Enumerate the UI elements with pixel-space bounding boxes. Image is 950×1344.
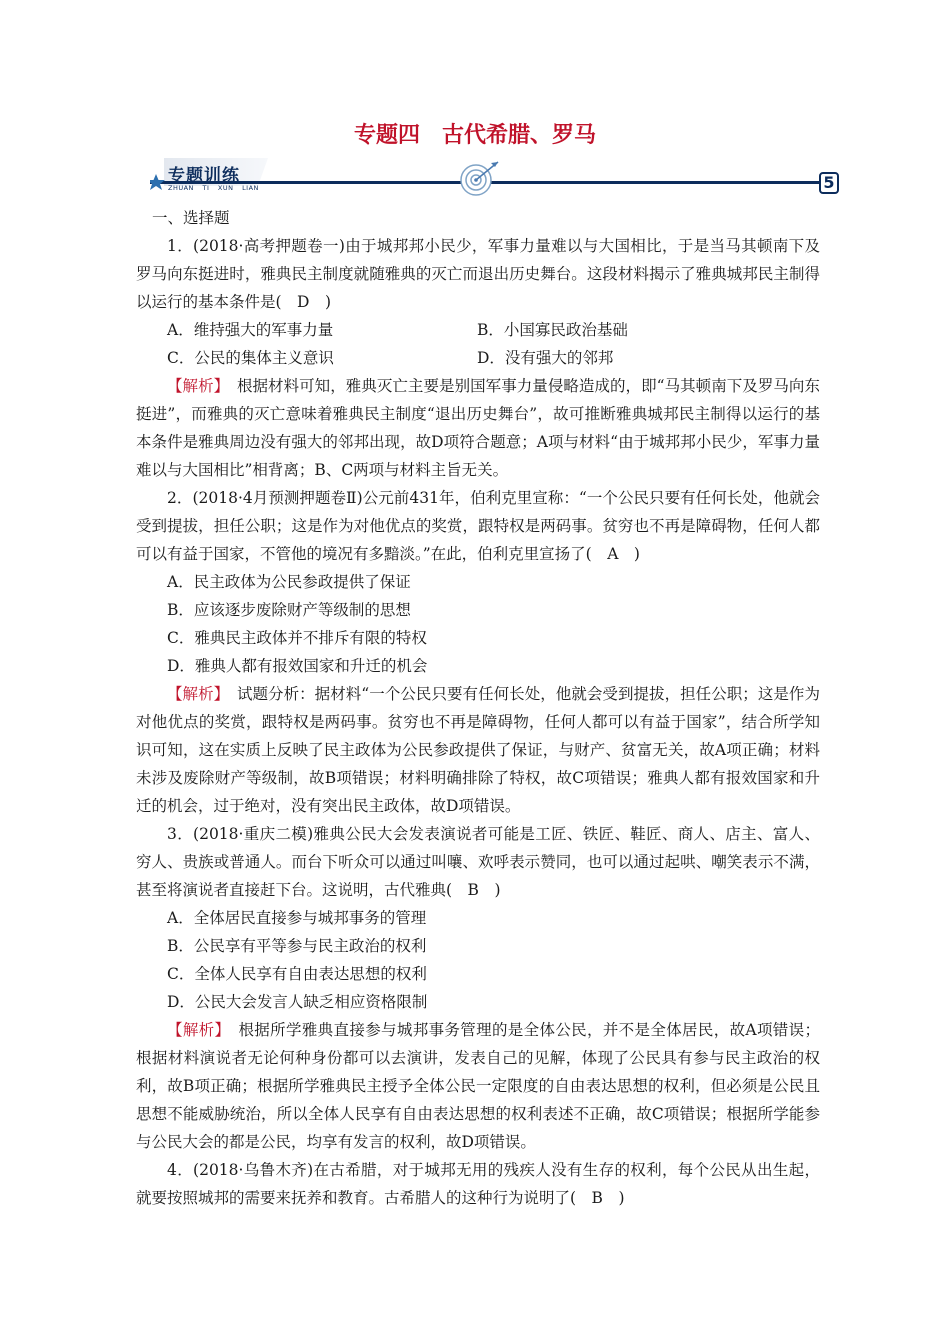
option: C．公民的集体主义意识 — [167, 349, 334, 367]
banner-pinyin: ZHUAN TI XUN LIAN — [168, 184, 259, 192]
banner-label: 专题训练 — [168, 166, 240, 186]
section-heading: 一、选择题 — [152, 209, 230, 227]
document-body — [136, 204, 820, 1212]
analysis-text: 试题分析：据材料“一个公民只要有任何长处，他就会受到提拔，担任公职；这是作为对他优点的奖赏，跟特权是两码事。贫穷也不再是障碍物，任何人都可以有益于国家”，结合所学知识可知，这在实质上反映了民主政体为公民参政提供了保证，与财产、贫富无关，故A项正确；材料未涉及废除财产等级制，故B项错误；材料明确排除了特权，故C项错误；雅典人都有报效国家和升迁的机会，过于绝对，没有突出民主政体，故D项错误。 — [136, 685, 820, 815]
page-title: 专题四 古代希腊、罗马 — [353, 123, 596, 148]
option: D．没有强大的邻邦 — [477, 349, 614, 367]
option: C．雅典民主政体并不排斥有限的特权 — [167, 629, 427, 647]
question-stem: 3．(2018·重庆二模)雅典公民大会发表演说者可能是工匠、铁匠、鞋匠、商人、店主、富人、穷人、贵族或普通人。而台下听众可以通过叫嚷、欢呼表示赞同，也可以通过起哄、嘲笑表示不满，甚至将演说者直接赶下台。这说明，古代雅典( B ) — [136, 825, 820, 899]
option: B．小国寡民政治基础 — [477, 321, 628, 339]
option-row — [136, 316, 820, 344]
analysis-paragraph — [136, 372, 820, 484]
analysis-tag: 【解析】 — [167, 377, 222, 395]
option: D．雅典人都有报效国家和升迁的机会 — [167, 657, 428, 675]
banner-number: 5 — [819, 172, 839, 194]
analysis-text: 根据所学雅典直接参与城邦事务管理的是全体公民，并不是全体居民，故A项错误；根据材料演说者无论何种身份都可以去演讲，发表自己的见解，体现了公民具有参与民主政治的权利，故B项正确；根据所学雅典民主授予全体公民一定限度的自由表达思想的权利，但必须是公民且思想不能威胁统治，所以全体人民享有自由表达思想的权利表述不正确，故C项错误；根据所学能参与公民大会的都是公民，均享有发言的权利，故D项错误。 — [136, 1021, 820, 1151]
question-stem: 2．(2018·4月预测押题卷Ⅱ)公元前431年，伯利克里宣称：“一个公民只要有任何长处，他就会受到提拔，担任公职；这是作为对他优点的奖赏，跟特权是两码事。贫穷也不再是障碍物，任何人都可以有益于国家，不管他的境况有多黯淡。”在此，伯利克里宣扬了( A ) — [136, 489, 820, 563]
section-banner — [150, 156, 835, 196]
option: A．全体居民直接参与城邦事务的管理 — [167, 909, 427, 927]
option: A．维持强大的军事力量 — [167, 321, 334, 339]
option-row — [136, 344, 820, 372]
analysis-paragraph — [136, 680, 820, 820]
option: D．公民大会发言人缺乏相应资格限制 — [167, 993, 428, 1011]
option: A．民主政体为公民参政提供了保证 — [167, 573, 411, 591]
analysis-paragraph — [136, 1016, 820, 1156]
question-stem: 1．(2018·高考押题卷一)由于城邦邦小民少，军事力量难以与大国相比，于是当马其顿南下及罗马向东挺进时，雅典民主制度就随雅典的灭亡而退出历史舞台。这段材料揭示了雅典城邦民主制得以运行的基本条件是( D ) — [136, 237, 820, 311]
analysis-text: 根据材料可知，雅典灭亡主要是别国军事力量侵略造成的，即“马其顿南下及罗马向东挺进”，而雅典的灭亡意味着雅典民主制度“退出历史舞台”，故可推断雅典城邦民主制得以运行的基本条件是雅典周边没有强大的邻邦出现，故D项符合题意；A项与材料“由于城邦邦小民少，军事力量难以与大国相比”相背离；B、C两项与材料主旨无关。 — [136, 377, 820, 479]
option: C．全体人民享有自由表达思想的权利 — [167, 965, 427, 983]
option: B．应该逐步废除财产等级制的思想 — [167, 601, 411, 619]
analysis-tag: 【解析】 — [167, 685, 222, 703]
question-stem: 4．(2018·乌鲁木齐)在古希腊，对于城邦无用的残疾人没有生存的权利，每个公民从出生起，就要按照城邦的需要来抚养和教育。古希腊人的这种行为说明了( B ) — [136, 1161, 820, 1207]
option: B．公民享有平等参与民主政治的权利 — [167, 937, 427, 955]
analysis-tag: 【解析】 — [167, 1021, 223, 1039]
target-icon — [461, 162, 498, 195]
